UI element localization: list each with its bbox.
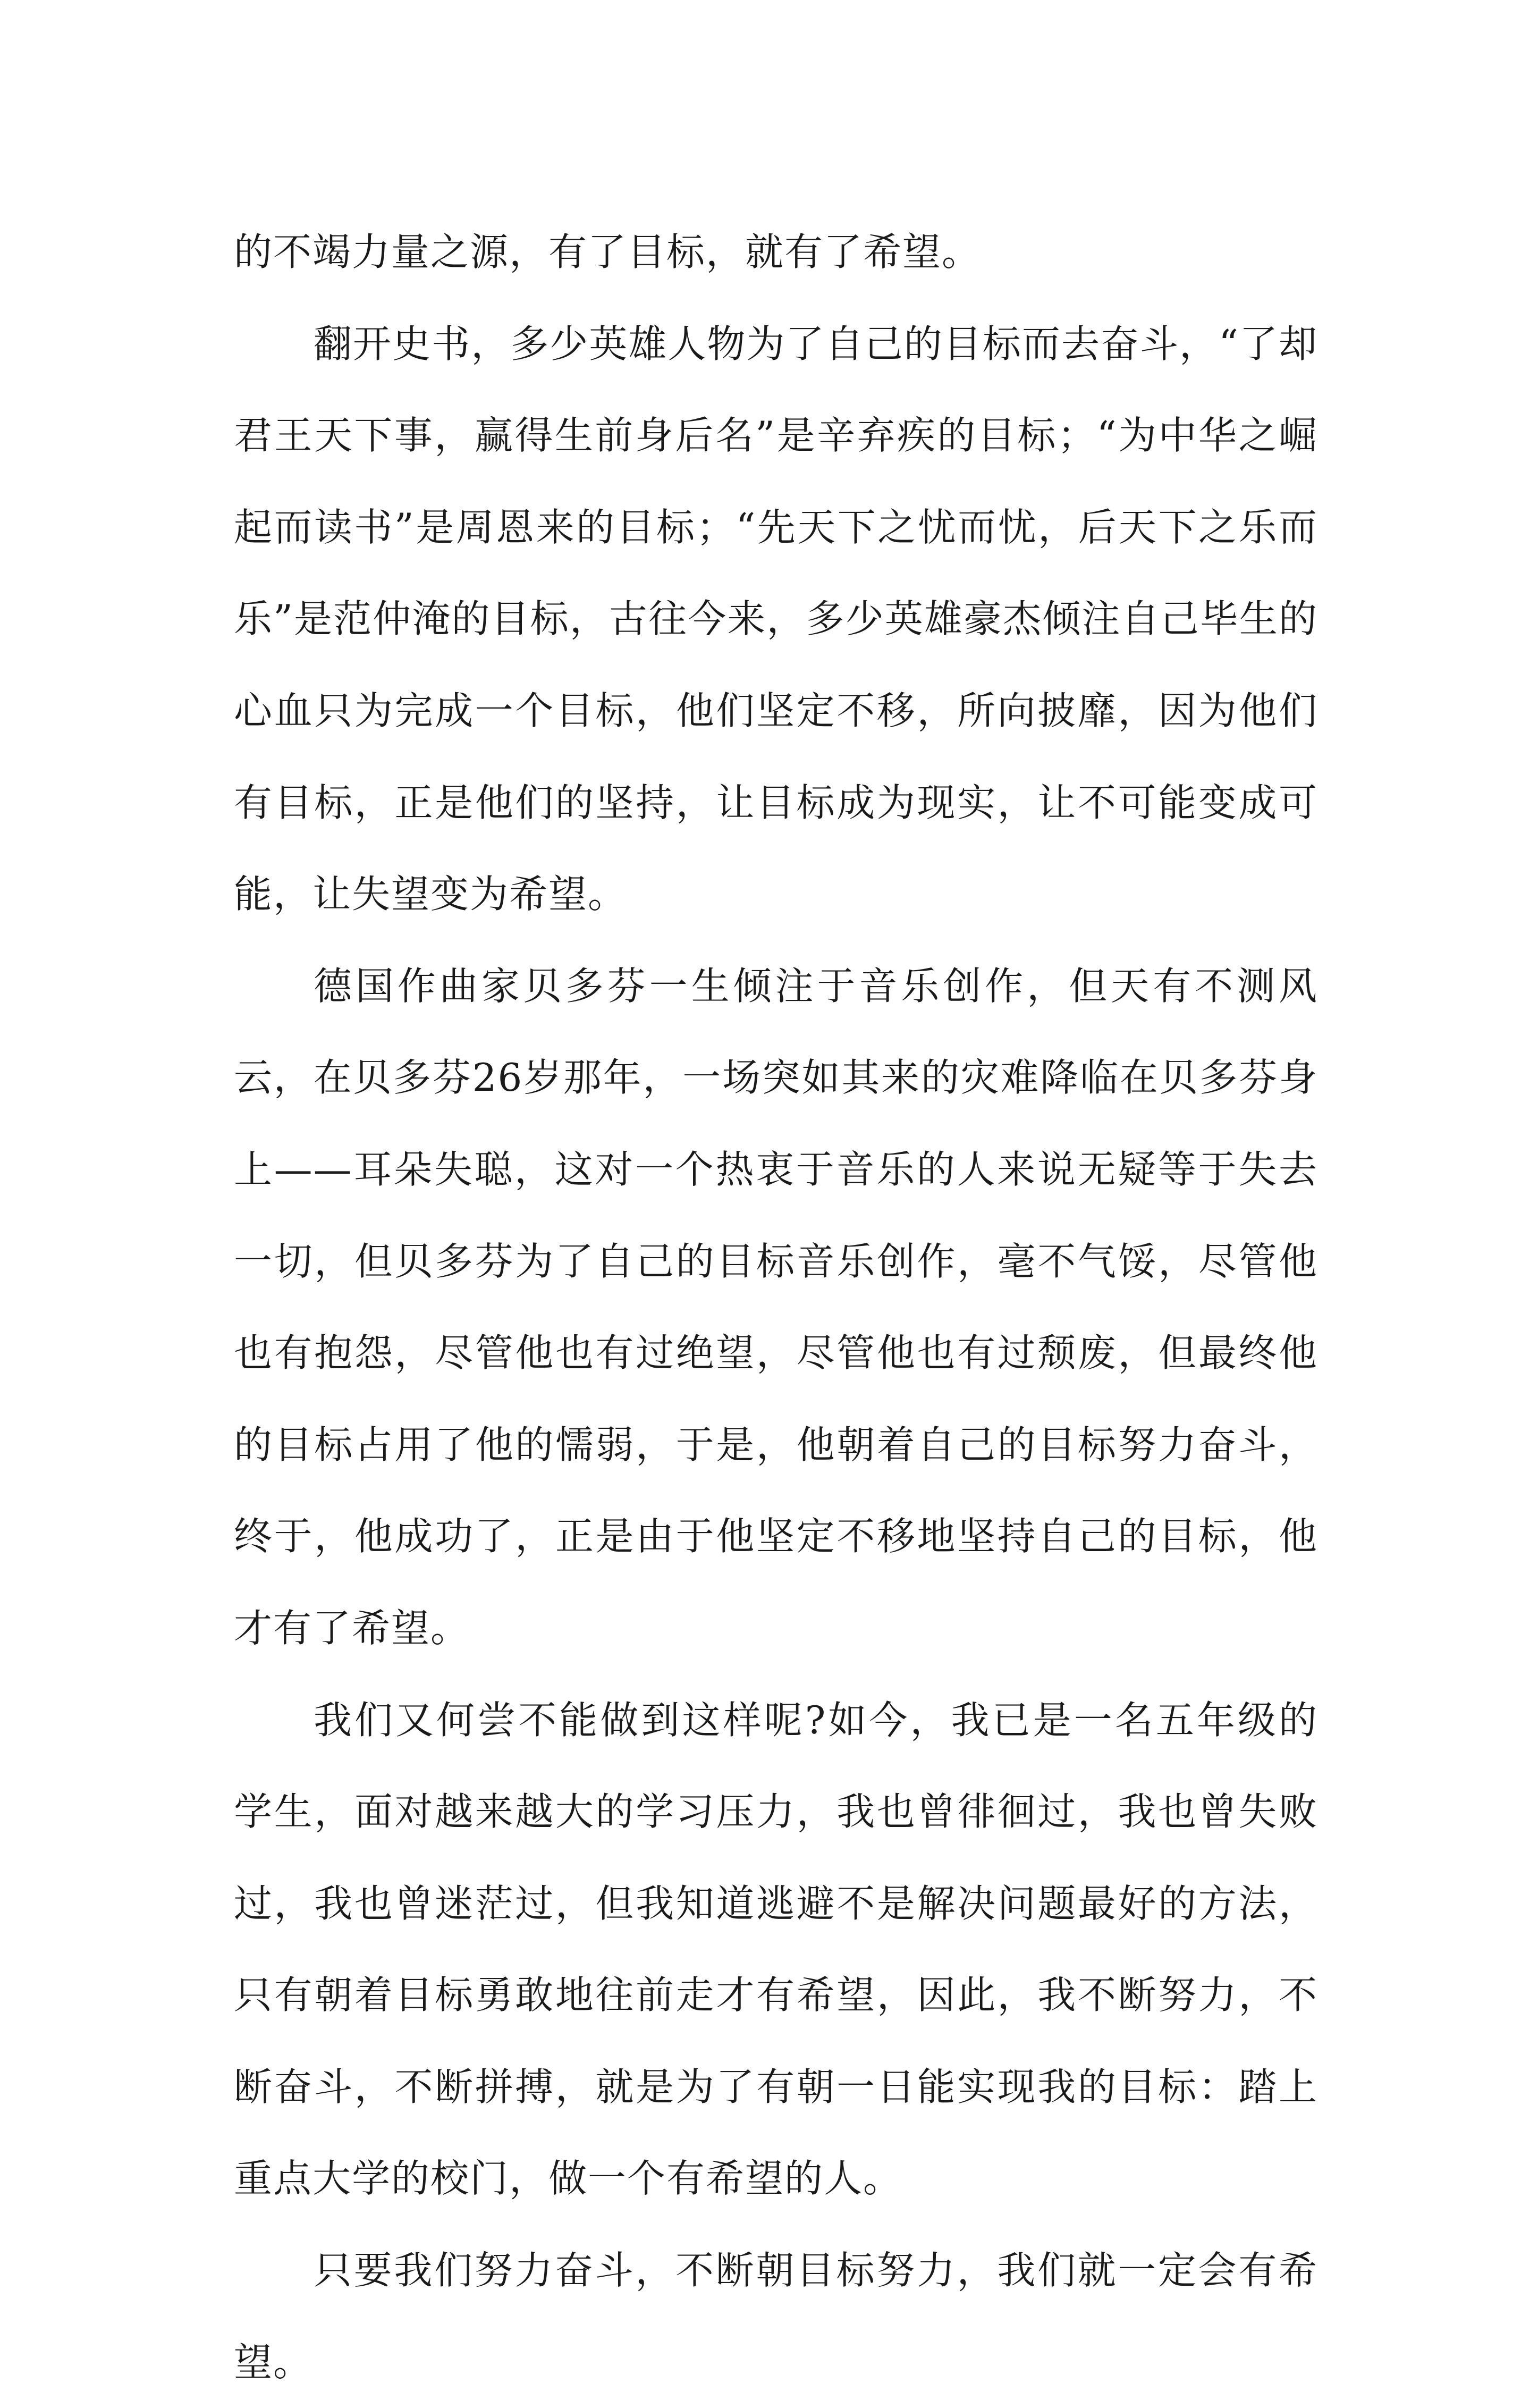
paragraph-beethoven: 德国作曲家贝多芬一生倾注于音乐创作，但天有不测风云，在贝多芬26岁那年，一场突如其来的灾难降临在贝多芬身上——耳朵失聪，这对一个热衷于音乐的人来说无疑等于失去一切，但贝多芬为了自己的目标音乐创作，毫不气馁，尽管他也有抱怨，尽管他也有过绝望，尽管他也有过颓废，但最终他的目标占用了他的懦弱，于是，他朝着自己的目标努力奋斗，终于，他成功了，正是由于他坚定不移地坚持自己的目标，他才有了希望。 [234,963,1318,1651]
paragraph-personal: 我们又何尝不能做到这样呢?如今，我已是一名五年级的学生，面对越来越大的学习压力，我也曾徘徊过，我也曾失败过，我也曾迷茫过，但我知道逃避不是解决问题最好的方法，只有朝着目标勇敢地往前走才有希望，因此，我不断努力，不断奋斗，不断拼搏，就是为了有朝一日能实现我的目标：踏上重点大学的校门，做一个有希望的人。 [234,1697,1318,2201]
paragraph-conclusion: 只要我们努力奋斗，不断朝目标努力，我们就一定会有希望。 [234,2248,1318,2385]
paragraph-history-heroes: 翻开史书，多少英雄人物为了自己的目标而去奋斗，“了却君王天下事，赢得生前身后名”是辛弃疾的目标；“为中华之崛起而读书”是周恩来的目标；“先天下之忧而忧，后天下之乐而乐”是范仲淹的目标，古往今来，多少英雄豪杰倾注自己毕生的心血只为完成一个目标，他们坚定不移，所向披靡，因为他们有目标，正是他们的坚持，让目标成为现实，让不可能变成可能，让失望变为希望。 [234,321,1318,917]
essay-body [234,206,1318,2408]
paragraph-continuation: 的不竭力量之源，有了目标，就有了希望。 [234,230,982,274]
